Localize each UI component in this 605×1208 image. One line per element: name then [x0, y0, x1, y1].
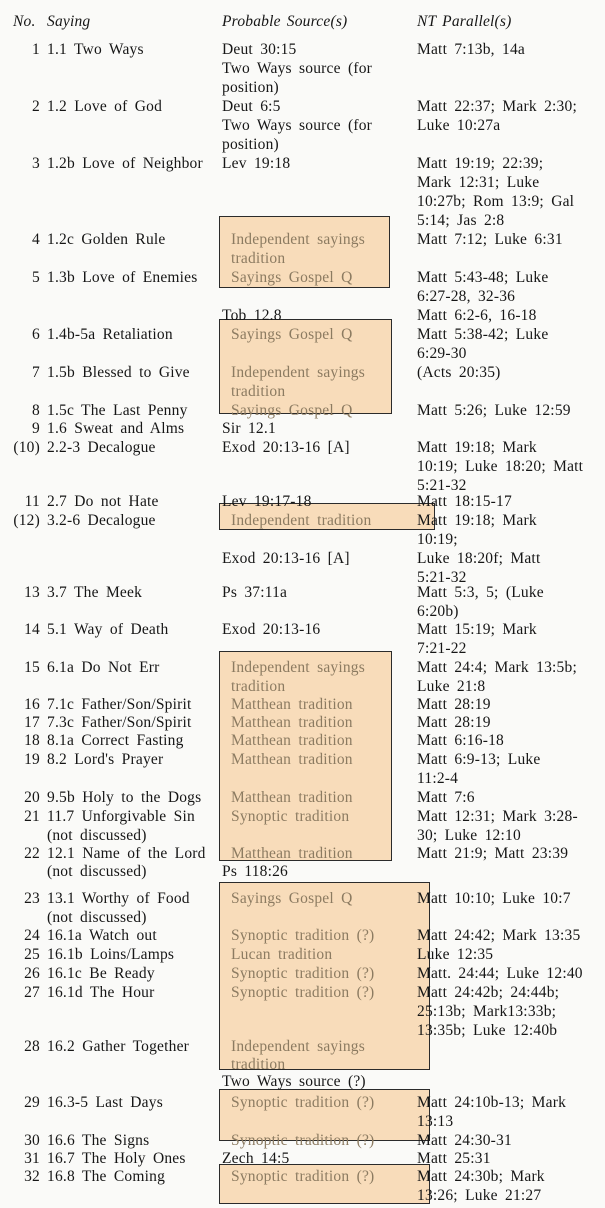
cell-source: Sayings Gospel Q — [231, 402, 353, 419]
cell-saying: 8.1a Correct Fasting — [47, 732, 184, 749]
cell-source: Matthean tradition — [231, 714, 353, 731]
cell-no: 24 — [24, 927, 40, 944]
cell-no: 31 — [24, 1150, 40, 1167]
cell-no: 7 — [32, 364, 40, 381]
cell-parallel: 13:13 — [417, 1113, 454, 1130]
cell-saying: 1.6 Sweat and Alms — [47, 420, 185, 437]
cell-parallel: Matt 22:37; Mark 2:30; — [417, 98, 577, 115]
cell-no: 5 — [32, 269, 40, 286]
cell-parallel: Matt 7:13b, 14a — [417, 41, 525, 58]
cell-parallel: Matt 24:42; Mark 13:35 — [417, 927, 581, 944]
cell-no: 9 — [32, 420, 40, 437]
cell-no: 26 — [24, 965, 40, 982]
cell-parallel: Matt 24:10b-13; Mark — [417, 1094, 567, 1111]
cell-parallel: Matt 24:42b; 24:44b; — [417, 984, 560, 1001]
cell-parallel: Matt 5:3, 5; (Luke — [417, 584, 544, 601]
cell-parallel: Matt 5:26; Luke 12:59 — [417, 402, 571, 419]
cell-parallel: Matt 19:19; 22:39; — [417, 155, 544, 172]
cell-saying: 7.1c Father/Son/Spirit — [47, 696, 192, 713]
cell-source: Two Ways source (for — [222, 117, 373, 134]
cell-parallel: Matt 28:19 — [417, 714, 491, 731]
cell-parallel: Matt 28:19 — [417, 696, 491, 713]
cell-source: Independent sayings — [231, 1038, 365, 1055]
cell-source: Matthean tradition — [231, 789, 353, 806]
cell-parallel: Matt 7:12; Luke 6:31 — [417, 231, 563, 248]
cell-saying: 16.1d The Hour — [47, 984, 155, 1001]
cell-parallel: Matt 21:9; Matt 23:39 — [417, 845, 569, 862]
cell-parallel: 10:19; Luke 18:20; Matt — [417, 458, 584, 475]
cell-no: 15 — [24, 659, 40, 676]
cell-source: tradition — [231, 678, 286, 695]
cell-saying: 9.5b Holy to the Dogs — [47, 789, 202, 806]
cell-source: Synoptic tradition (?) — [231, 927, 375, 944]
cell-saying: 7.3c Father/Son/Spirit — [47, 714, 192, 731]
cell-parallel: 5:21-32 — [417, 477, 467, 494]
cell-saying: 13.1 Worthy of Food — [47, 890, 190, 907]
cell-saying: 16.6 The Signs — [47, 1132, 150, 1149]
cell-parallel: Matt 19:18; Mark — [417, 439, 537, 456]
cell-no: 11 — [24, 493, 40, 510]
cell-no: 28 — [24, 1038, 40, 1055]
cell-saying: 2.2-3 Decalogue — [47, 439, 156, 456]
cell-no: 29 — [24, 1094, 40, 1111]
cell-no: 22 — [24, 845, 40, 862]
cell-parallel: 11:2-4 — [417, 770, 459, 787]
cell-saying: 11.7 Unforgivable Sin — [47, 808, 195, 825]
cell-parallel: 13:26; Luke 21:27 — [417, 1187, 542, 1204]
cell-saying: 1.2c Golden Rule — [47, 231, 166, 248]
cell-saying: 8.2 Lord's Prayer — [47, 751, 164, 768]
cell-source: Deut 30:15 — [222, 41, 297, 58]
cell-parallel: Matt 6:16-18 — [417, 732, 504, 749]
cell-source: Two Ways source (for — [222, 60, 373, 77]
cell-no: 6 — [32, 326, 40, 343]
cell-source: Lev 19:17-18 — [222, 493, 312, 510]
cell-no: 25 — [24, 946, 40, 963]
cell-source: Ps 37:11a — [222, 584, 288, 601]
cell-saying: 2.7 Do not Hate — [47, 493, 159, 510]
cell-source: Synoptic tradition (?) — [231, 1168, 375, 1185]
cell-parallel: Luke 12:35 — [417, 946, 494, 963]
cell-source: Matthean tradition — [231, 732, 353, 749]
cell-parallel: 30; Luke 12:10 — [417, 827, 521, 844]
cell-saying: 1.4b-5a Retaliation — [47, 326, 173, 343]
cell-no: 17 — [24, 714, 40, 731]
cell-no: 19 — [24, 751, 40, 768]
cell-parallel: Luke 21:8 — [417, 678, 486, 695]
cell-parallel: Matt 12:31; Mark 3:28- — [417, 808, 578, 825]
cell-saying: 1.5b Blessed to Give — [47, 364, 190, 381]
cell-no: (12) — [13, 512, 40, 529]
cell-saying: 1.2 Love of God — [47, 98, 163, 115]
cell-source: Synoptic tradition — [231, 808, 350, 825]
cell-no: 13 — [24, 584, 40, 601]
cell-source: Synoptic tradition (?) — [231, 984, 375, 1001]
cell-source: Independent sayings — [231, 231, 365, 248]
cell-source: Matthean tradition — [231, 696, 353, 713]
cell-no: 21 — [24, 808, 40, 825]
cell-parallel: Matt 24:30-31 — [417, 1132, 512, 1149]
cell-source: Sayings Gospel Q — [231, 326, 353, 343]
cell-source: Independent tradition — [231, 512, 372, 529]
cell-parallel: Matt 24:4; Mark 13:5b; — [417, 659, 577, 676]
cell-parallel: 5:14; Jas 2:8 — [417, 212, 505, 229]
cell-parallel: 13:35b; Luke 12:40b — [417, 1022, 558, 1039]
column-header-no: No. — [13, 13, 36, 30]
cell-saying: 3.2-6 Decalogue — [47, 512, 156, 529]
cell-saying: 1.5c The Last Penny — [47, 402, 188, 419]
cell-source: Synoptic tradition (?) — [231, 965, 375, 982]
cell-source: Deut 6:5 — [222, 98, 281, 115]
cell-no: 32 — [24, 1168, 40, 1185]
cell-parallel: Luke 18:20f; Matt — [417, 550, 541, 567]
cell-source: tradition — [231, 383, 286, 400]
cell-source: Sayings Gospel Q — [231, 269, 353, 286]
cell-source: tradition — [231, 250, 286, 267]
cell-no: 23 — [24, 890, 40, 907]
cell-no: 18 — [24, 732, 40, 749]
cell-source: Matthean tradition — [231, 845, 353, 862]
cell-parallel: 10:19; — [417, 531, 458, 548]
cell-no: 27 — [24, 984, 40, 1001]
cell-saying: 5.1 Way of Death — [47, 621, 169, 638]
cell-parallel: 5:21-32 — [417, 569, 467, 586]
cell-parallel: Matt 24:30b; Mark — [417, 1168, 545, 1185]
cell-no: 4 — [32, 231, 40, 248]
cell-saying: 16.7 The Holy Ones — [47, 1150, 186, 1167]
cell-parallel: Matt 6:2-6, 16-18 — [417, 307, 537, 324]
cell-no: 2 — [32, 98, 40, 115]
cell-parallel: Matt 5:38-42; Luke — [417, 326, 549, 343]
cell-saying: 16.2 Gather Together — [47, 1038, 190, 1055]
cell-parallel: 25:13b; Mark13:33b; — [417, 1003, 557, 1020]
cell-parallel: 6:27-28, 32-36 — [417, 288, 516, 305]
cell-parallel: 10:27b; Rom 13:9; Gal — [417, 193, 575, 210]
cell-parallel: Matt 5:43-48; Luke — [417, 269, 549, 286]
cell-source: Sir 12.1 — [222, 420, 276, 437]
cell-parallel: Mark 12:31; Luke — [417, 174, 540, 191]
cell-saying: 1.2b Love of Neighbor — [47, 155, 203, 172]
cell-no: (10) — [13, 439, 40, 456]
cell-saying: 16.3-5 Last Days — [47, 1094, 163, 1111]
cell-source: Zech 14:5 — [222, 1150, 290, 1167]
cell-source: Synoptic tradition (?) — [231, 1094, 375, 1111]
column-header-probable-sources: Probable Source(s) — [222, 13, 348, 30]
cell-saying: (not discussed) — [47, 827, 147, 844]
column-header-saying: Saying — [47, 13, 91, 30]
cell-source: Exod 20:13-16 [A] — [222, 550, 350, 567]
cell-source: Independent sayings — [231, 364, 365, 381]
cell-parallel: Matt 6:9-13; Luke — [417, 751, 541, 768]
column-header-nt-parallels: NT Parallel(s) — [417, 13, 512, 30]
cell-saying: (not discussed) — [47, 909, 147, 926]
cell-no: 3 — [32, 155, 40, 172]
cell-saying: 12.1 Name of the Lord — [47, 845, 206, 862]
cell-source: Exod 20:13-16 — [222, 621, 321, 638]
cell-source: Two Ways source (?) — [222, 1073, 366, 1090]
cell-saying: 1.3b Love of Enemies — [47, 269, 198, 286]
cell-parallel: Matt 15:19; Mark — [417, 621, 537, 638]
cell-source: Sayings Gospel Q — [231, 890, 353, 907]
cell-parallel: 6:20b) — [417, 603, 459, 620]
cell-source: Ps 118:26 — [222, 863, 289, 880]
cell-saying: (not discussed) — [47, 863, 147, 880]
cell-source: Tob 12.8 — [222, 307, 282, 324]
cell-saying: 16.1b Loins/Lamps — [47, 946, 175, 963]
cell-parallel: Matt 10:10; Luke 10:7 — [417, 890, 571, 907]
cell-parallel: Matt. 24:44; Luke 12:40 — [417, 965, 583, 982]
cell-no: 20 — [24, 789, 40, 806]
cell-saying: 1.1 Two Ways — [47, 41, 144, 58]
cell-saying: 16.1a Watch out — [47, 927, 157, 944]
cell-no: 8 — [32, 402, 40, 419]
cell-no: 30 — [24, 1132, 40, 1149]
cell-source: Exod 20:13-16 [A] — [222, 439, 350, 456]
cell-source: Matthean tradition — [231, 751, 353, 768]
cell-parallel: Matt 18:15-17 — [417, 493, 512, 510]
cell-no: 16 — [24, 696, 40, 713]
cell-source: tradition — [231, 1056, 286, 1073]
cell-parallel: 6:29-30 — [417, 345, 467, 362]
cell-parallel: 7:21-22 — [417, 640, 467, 657]
cell-parallel: (Acts 20:35) — [417, 364, 501, 381]
cell-parallel: Matt 25:31 — [417, 1150, 491, 1167]
cell-source: Lucan tradition — [231, 946, 333, 963]
cell-source: Lev 19:18 — [222, 155, 291, 172]
cell-saying: 16.1c Be Ready — [47, 965, 155, 982]
cell-source: position) — [222, 79, 279, 96]
cell-saying: 6.1a Do Not Err — [47, 659, 160, 676]
cell-no: 14 — [24, 621, 40, 638]
cell-parallel: Matt 19:18; Mark — [417, 512, 537, 529]
cell-source: position) — [222, 136, 279, 153]
cell-source: Synoptic tradition (?) — [231, 1132, 375, 1149]
cell-parallel: Luke 10:27a — [417, 117, 501, 134]
cell-source: Independent sayings — [231, 659, 365, 676]
cell-parallel: Matt 7:6 — [417, 789, 475, 806]
cell-saying: 3.7 The Meek — [47, 584, 143, 601]
cell-no: 1 — [32, 41, 40, 58]
cell-saying: 16.8 The Coming — [47, 1168, 166, 1185]
